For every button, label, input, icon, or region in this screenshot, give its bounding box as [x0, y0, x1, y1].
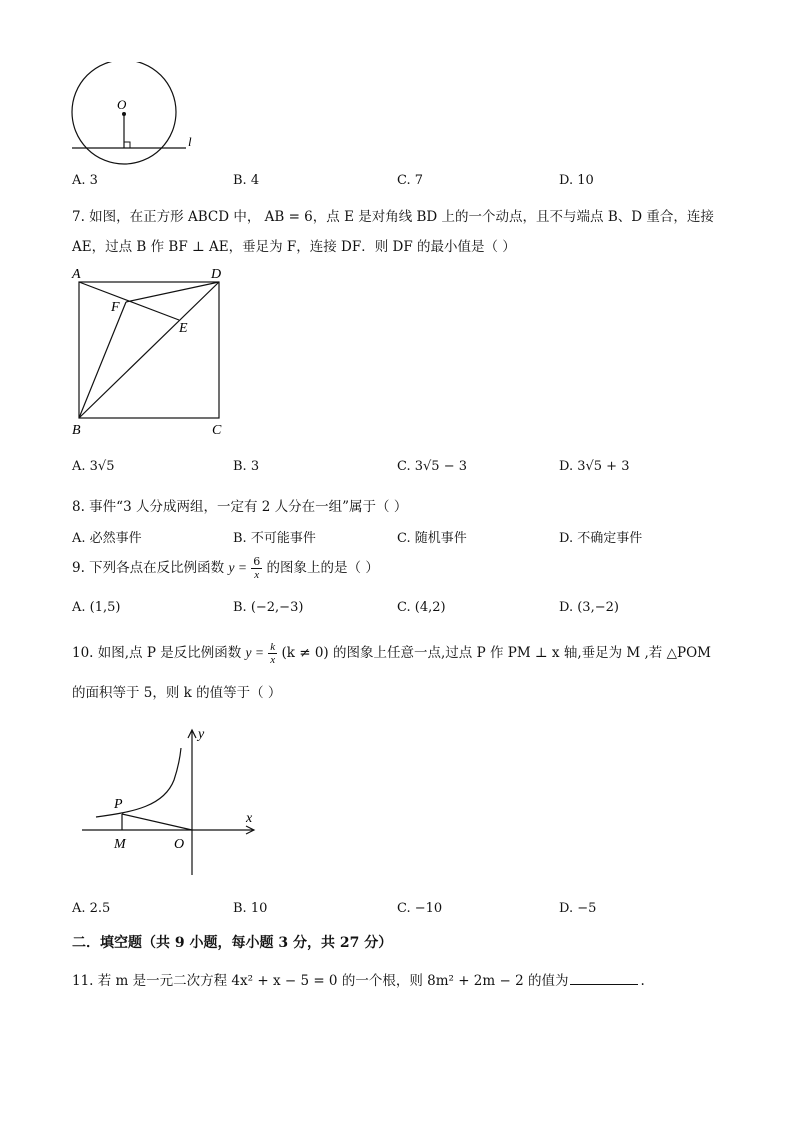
q9-option-d[interactable]: D. (3,−2)	[559, 600, 619, 615]
q11-text	[72, 969, 645, 989]
q11-answer-blank[interactable]	[570, 972, 638, 985]
diagonal-bd	[79, 282, 219, 418]
hyperbola-branch	[96, 748, 181, 817]
q7-option-d[interactable]: D. 3√5 + 3	[559, 459, 630, 474]
q10-func-lhs: y =	[245, 645, 264, 660]
q9-fraction	[251, 556, 262, 581]
label-e: E	[179, 321, 188, 336]
segment-po	[122, 814, 192, 830]
q8-option-b[interactable]: B. 不可能事件	[233, 531, 316, 546]
q10-option-b[interactable]: B. 10	[233, 901, 268, 916]
q10-frac-num: k	[270, 641, 276, 653]
circle-figure	[60, 62, 210, 172]
q10-fraction	[268, 641, 277, 666]
label-f: F	[111, 300, 120, 315]
square-figure	[64, 262, 244, 442]
q9-option-a[interactable]: A. (1,5)	[72, 600, 121, 615]
label-y: y	[198, 727, 205, 742]
q9-option-b[interactable]: B. (−2,−3)	[233, 600, 304, 615]
q11-prefix: 11. 若 m 是一元二次方程 4x² + x − 5 = 0 的一个根，则 8m² + 2m − 2 的值为	[72, 973, 569, 989]
q9-text	[72, 553, 379, 583]
q8-option-d[interactable]: D. 不确定事件	[559, 531, 643, 546]
q7-option-c[interactable]: C. 3√5 − 3	[397, 459, 468, 474]
hyperbola-figure	[74, 720, 274, 880]
label-d: D	[211, 267, 222, 282]
q8-option-a[interactable]: A. 必然事件	[72, 531, 142, 546]
q11-suffix: .	[640, 973, 645, 989]
q6-option-b[interactable]: B. 4	[233, 173, 260, 188]
q8-text: 8. 事件“3 人分成两组，一定有 2 人分在一组”属于（ ）	[72, 499, 408, 515]
section-fill-in-title: 二．填空题（共 9 小题，每小题 3 分，共 27 分）	[72, 935, 393, 951]
q8-option-c[interactable]: C. 随机事件	[397, 531, 467, 546]
segment-bf	[79, 302, 126, 418]
q10-option-a[interactable]: A. 2.5	[72, 901, 111, 916]
q10-text-line1	[72, 638, 711, 668]
label-o: O	[174, 837, 185, 852]
q9-frac-num: 6	[253, 555, 261, 568]
q9-frac-den: x	[254, 569, 260, 581]
q10-prefix: 10. 如图,点 P 是反比例函数	[72, 645, 242, 661]
segment-df	[126, 282, 219, 302]
right-angle-mark	[124, 142, 130, 148]
q6-option-c[interactable]: C. 7	[397, 173, 424, 188]
q10-frac-den: x	[270, 654, 276, 666]
q6-option-a[interactable]: A. 3	[72, 173, 98, 188]
q10-option-d[interactable]: D. −5	[559, 901, 597, 916]
q10-text-line2: 的面积等于 5，则 k 的值等于（ ）	[72, 685, 282, 701]
label-c: C	[212, 423, 222, 438]
q10-condition: (k ≠ 0)	[281, 645, 329, 661]
q7-text-line1: 7. 如图，在正方形 ABCD 中， AB = 6，点 E 是对角线 BD 上的一个动点，且不与端点 B、D 重合，连接	[72, 209, 714, 225]
q10-option-c[interactable]: C. −10	[397, 901, 443, 916]
q9-option-c[interactable]: C. (4,2)	[397, 600, 446, 615]
q9-suffix: 的图象上的是（ ）	[266, 560, 379, 576]
q10-suffix: 的图象上任意一点,过点 P 作 PM ⊥ x 轴,垂足为 M ,若 △POM	[332, 645, 711, 661]
label-m: M	[114, 837, 126, 852]
label-o: O	[117, 97, 127, 112]
q7-option-b[interactable]: B. 3	[233, 459, 260, 474]
q9-prefix: 9. 下列各点在反比例函数	[72, 560, 225, 576]
label-l: l	[188, 134, 192, 149]
q9-func-lhs: y =	[228, 560, 247, 575]
q6-option-d[interactable]: D. 10	[559, 173, 594, 188]
label-p: P	[114, 797, 123, 812]
center-point	[122, 112, 126, 116]
label-x: x	[246, 811, 253, 826]
q7-text-line2: AE，过点 B 作 BF ⊥ AE，垂足为 F，连接 DF．则 DF 的最小值是（ ）	[72, 239, 516, 255]
q7-option-a[interactable]: A. 3√5	[72, 459, 115, 474]
label-a: A	[72, 267, 81, 282]
label-b: B	[72, 423, 81, 438]
